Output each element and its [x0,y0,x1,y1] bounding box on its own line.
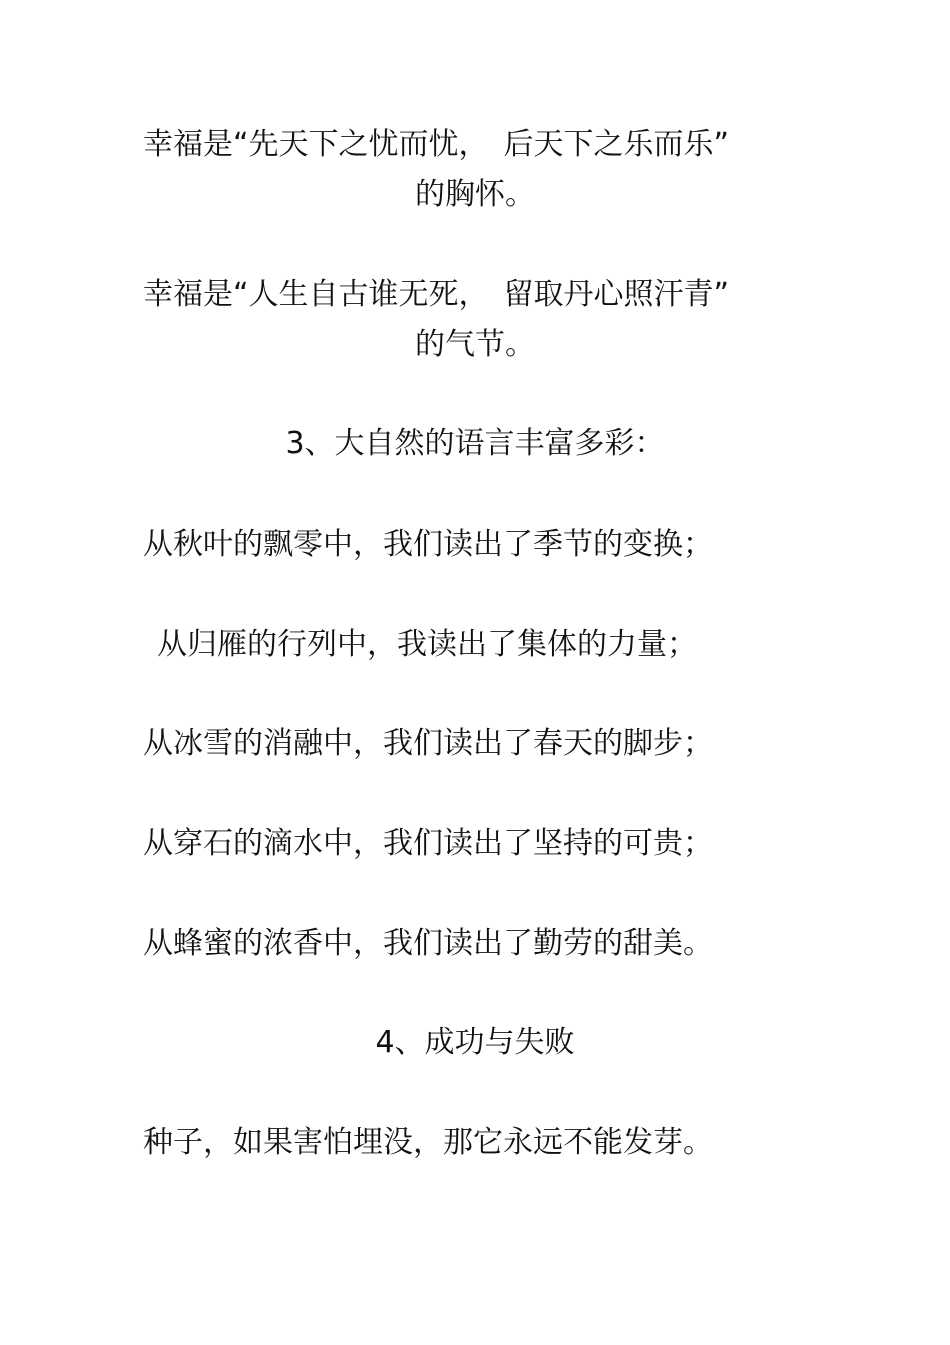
section-3-item: 从穿石的滴水中，我们读出了坚持的可贵； [143,826,713,861]
section-3-item: 从秋叶的飘零中，我们读出了季节的变换； [143,527,713,562]
section-4-heading: 4、成功与失败 [375,1025,575,1060]
section-3-heading: 3、大自然的语言丰富多彩： [285,426,665,461]
section-4-item: 种子，如果害怕埋没，那它永远不能发芽。 [143,1125,713,1160]
section-3-item: 从冰雪的消融中，我们读出了春天的脚步； [143,726,713,761]
paragraph-1-line-1: 幸福是“先天下之忧而忧， 后天下之乐而乐” [143,127,730,162]
section-3-item: 从归雁的行列中，我读出了集体的力量； [157,627,697,662]
paragraph-2-line-1: 幸福是“人生自古谁无死， 留取丹心照汗青” [143,277,730,312]
section-3-item: 从蜂蜜的浓香中，我们读出了勤劳的甜美。 [143,926,713,961]
paragraph-1-line-2: 的胸怀。 [415,177,535,212]
paragraph-2-line-2: 的气节。 [415,327,535,362]
